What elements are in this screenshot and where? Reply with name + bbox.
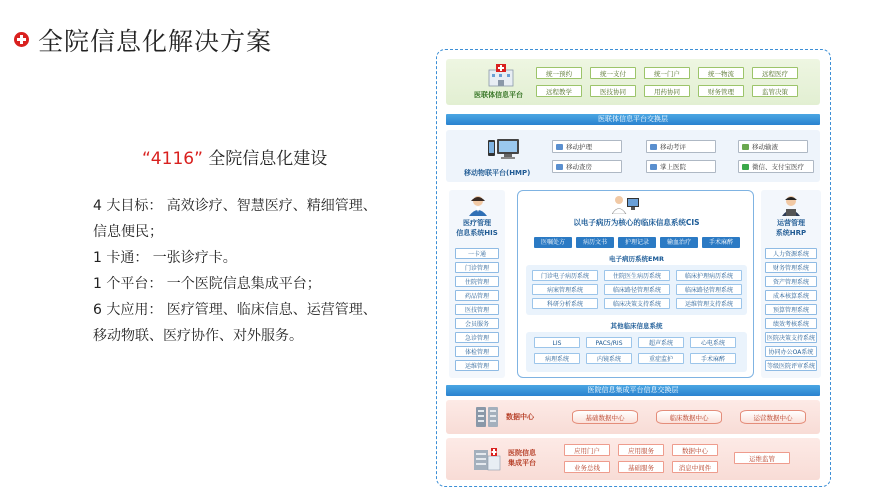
hrp-item: 等级医院评审系统 (765, 360, 817, 371)
phone-icon (650, 164, 657, 170)
his-item: 医技管理 (455, 304, 499, 315)
emr-item: 住院医生病历系统 (604, 270, 670, 281)
doctor-monitor-icon (612, 194, 640, 214)
alliance-exchange-bar: 医联体信息平台交换层 (446, 114, 820, 125)
page-title: 全院信息化解决方案 (38, 27, 273, 56)
top-chip: 统一支付 (590, 67, 636, 79)
mobile-chip: 移动查房 (552, 160, 622, 173)
top-chip: 用药协同 (644, 85, 690, 97)
architecture-diagram (436, 49, 831, 487)
devices-icon (486, 136, 524, 162)
top-chip: 远程教学 (536, 85, 582, 97)
emr-box (526, 265, 747, 315)
hrp-item: 人力资源系统 (765, 248, 817, 259)
mobile-chip: 掌上医院 (646, 160, 716, 173)
data-center-label: 数据中心 (506, 413, 534, 421)
cis-tag: 输血治疗 (660, 237, 698, 248)
manager-icon (780, 194, 802, 216)
his-item: 会员服务 (455, 318, 499, 329)
his-item: 门诊管理 (455, 262, 499, 273)
his-item: 药品管理 (455, 290, 499, 301)
mobile-iot-section (446, 130, 820, 182)
desc-line: 1 个平台： 一个医院信息集成平台； (93, 276, 321, 292)
integration-chip: 应用门户 (564, 444, 610, 456)
desc-line: 6 大应用： 医疗管理、临床信息、运营管理、 (93, 302, 377, 318)
other-item: 病理系统 (534, 353, 580, 364)
cis-title: 以电子病历为核心的临床信息系统CIS (573, 218, 700, 227)
hrp-item: 协同办公OA系统 (765, 346, 817, 357)
hospital-building-icon (486, 62, 516, 88)
hrp-item: 成本核算系统 (765, 290, 817, 301)
integration-chip: 应用服务 (618, 444, 664, 456)
his-item: 住院管理 (455, 276, 499, 287)
data-center-section (446, 400, 820, 434)
cis-core (517, 190, 754, 378)
hrp-column (761, 190, 821, 378)
cis-tag: 护理记录 (618, 237, 656, 248)
other-item: 心电系统 (690, 337, 736, 348)
hrp-item: 绩效考核系统 (765, 318, 817, 329)
emr-item: 临床决策支持系统 (604, 298, 670, 309)
top-chip: 远程医疗 (752, 67, 798, 79)
mobile-chip: 移动护理 (552, 140, 622, 153)
emr-item: 临床路径管理系统 (604, 284, 670, 295)
integration-label: 医院信息 集成平台 (508, 449, 536, 467)
data-store: 运营数据中心 (740, 410, 806, 424)
other-item: 重症监护 (638, 353, 684, 364)
other-item: LIS (534, 337, 580, 348)
hrp-item: 预算管理系统 (765, 304, 817, 315)
his-item: 运维管理 (455, 360, 499, 371)
cis-tag: 医嘱处方 (534, 237, 572, 248)
integration-chip: 基础服务 (618, 461, 664, 473)
hrp-item: 医院决策支持系统 (765, 332, 817, 343)
plus-circle-icon (14, 32, 29, 47)
desc-line: 信息便民； (93, 224, 163, 240)
emr-item: 运维管理支持系统 (676, 298, 742, 309)
other-item: 超声系统 (638, 337, 684, 348)
subtitle-quote: “4116” (142, 149, 203, 169)
hrp-item: 财务管理系统 (765, 262, 817, 273)
tablet-icon (556, 144, 563, 150)
his-item: 体检管理 (455, 346, 499, 357)
tablet-icon (556, 164, 563, 170)
other-item: 内镜系统 (586, 353, 632, 364)
mobile-chip: 移动输液 (738, 140, 808, 153)
other-box (526, 332, 747, 372)
mobile-iot-label: 移动物联平台(HMP) (464, 169, 531, 177)
top-chip: 统一预约 (536, 67, 582, 79)
cis-tag: 病历文书 (576, 237, 614, 248)
top-chip: 监管决策 (752, 85, 798, 97)
desc-line: 4 大目标： 高效诊疗、智慧医疗、精细管理、 (93, 198, 377, 214)
data-store: 基础数据中心 (572, 410, 638, 424)
top-chip: 统一物流 (698, 67, 744, 79)
integration-exchange-bar: 医院信息集成平台信息交换层 (446, 385, 820, 396)
his-item: 一卡通 (455, 248, 499, 259)
subtitle (142, 144, 327, 169)
cis-tag: 手术麻醉 (702, 237, 740, 248)
integration-chip: 业务总线 (564, 461, 610, 473)
emr-title: 电子病历系统EMR (609, 255, 664, 263)
emr-item: 门诊电子病历系统 (532, 270, 598, 281)
other-title: 其他临床信息系统 (610, 322, 663, 330)
emr-item: 临床路径管理系统 (676, 284, 742, 295)
his-item: 急诊管理 (455, 332, 499, 343)
phone-icon (650, 144, 657, 150)
emr-item: 病案管理系统 (532, 284, 598, 295)
desc-line: 1 卡通： 一张诊疗卡。 (93, 250, 237, 266)
integration-chip: 消息中间件 (672, 461, 718, 473)
ops-monitor-chip: 运维监管 (734, 452, 790, 464)
medical-alliance-section (446, 59, 820, 105)
subtitle-text: 全院信息化建设 (208, 149, 328, 169)
doctor-icon (467, 194, 489, 216)
top-chip: 医技协同 (590, 85, 636, 97)
other-item: 手术麻醉 (690, 353, 736, 364)
emr-item: 临床护理病历系统 (676, 270, 742, 281)
mobile-chip: 移动考评 (646, 140, 716, 153)
wechat-icon (742, 164, 749, 170)
integration-section (446, 438, 820, 480)
hrp-title: 运营管理 系统HRP (775, 219, 807, 237)
hrp-item: 资产管理系统 (765, 276, 817, 287)
database-icon (474, 405, 500, 429)
hospital-server-icon (472, 444, 502, 472)
infusion-icon (742, 144, 749, 150)
his-column (449, 190, 505, 378)
top-chip: 统一门户 (644, 67, 690, 79)
integration-chip: 数据中心 (672, 444, 718, 456)
mobile-chip: 微信、支付宝医疗 (738, 160, 814, 173)
data-store: 临床数据中心 (656, 410, 722, 424)
description (93, 193, 403, 349)
top-chip: 财务管理 (698, 85, 744, 97)
his-title: 医疗管理 信息系统HIS (456, 219, 498, 237)
emr-item: 科研分析系统 (532, 298, 598, 309)
other-item: PACS/RIS (586, 337, 632, 348)
medical-alliance-label: 医联体信息平台 (474, 91, 523, 99)
desc-line: 移动物联、医疗协作、对外服务。 (93, 328, 303, 344)
